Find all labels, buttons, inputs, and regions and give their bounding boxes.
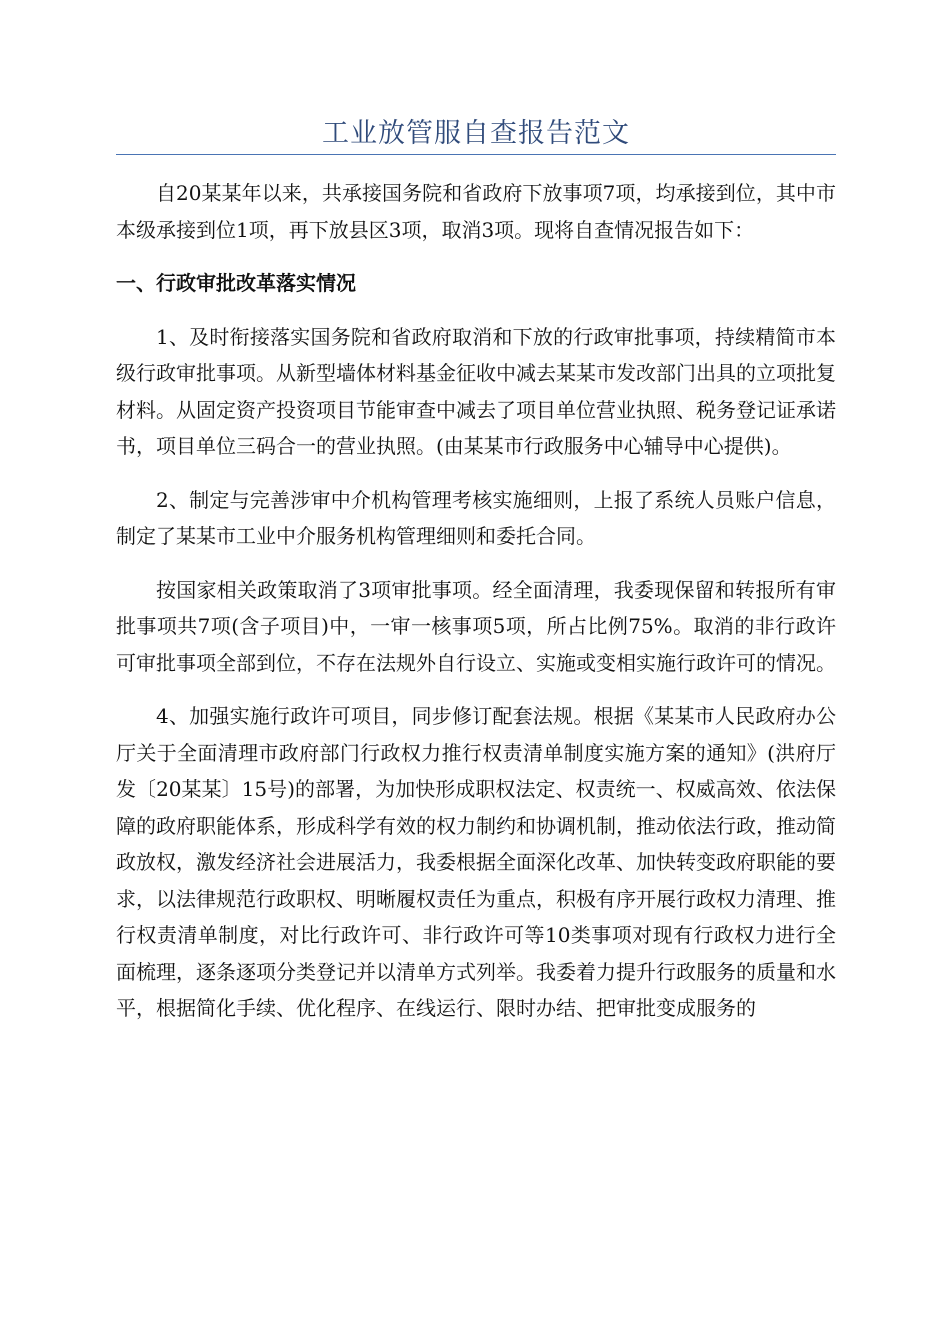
paragraph-item-4: 4、加强实施行政许可项目，同步修订配套法规。根据《某某市人民政府办公厅关于全面清理市政府部门行政权力推行权责清单制度实施方案的通知》(洪府厅发〔20某某〕15号)的部署，为加快形成职权法定、权责统一、权威高效、依法保障的政府职能体系，形成科学有效的权力制约和协调机制，推动依法行政，推动简政放权，激发经济社会进展活力，我委根据全面深化改革、加快转变政府职能的要求，以法律规范行政职权、明晰履权责任为重点，积极有序开展行政权力清理、推行权责清单制度，对比行政许可、非行政许可等10类事项对现有行政权力进行全面梳理，逐条逐项分类登记并以清单方式列举。我委着力提升行政服务的质量和水平，根据简化手续、优化程序、在线运行、限时办结、把审批变成服务的 bbox=[116, 704, 836, 1020]
paragraph-item-1: 1、及时衔接落实国务院和省政府取消和下放的行政审批事项，持续精简市本级行政审批事项。从新型墙体材料基金征收中减去某某市发改部门出具的立项批复材料。从固定资产投资项目节能审查中减去了项目单位营业执照、税务登记证承诺书，项目单位三码合一的营业执照。(由某某市行政服务中心辅导中心提供)。 bbox=[116, 324, 836, 458]
intro-paragraph: 自20某某年以来，共承接国务院和省政府下放事项7项，均承接到位，其中市本级承接到位1项，再下放县区3项，取消3项。现将自查情况报告如下： bbox=[116, 181, 836, 242]
title-underline bbox=[116, 154, 836, 155]
document-body bbox=[116, 175, 836, 1044]
document-title: 工业放管服自查报告范文 bbox=[322, 118, 630, 149]
paragraph-cancelled-items: 按国家相关政策取消了3项审批事项。经全面清理，我委现保留和转报所有审批事项共7项(含子项目)中，一审一核事项5项，所占比例75%。取消的非行政许可审批事项全部到位，不存在法规外自行设立、实施或变相实施行政许可的情况。 bbox=[116, 577, 836, 675]
section-heading: 一、行政审批改革落实情况 bbox=[116, 271, 356, 295]
paragraph-item-2: 2、制定与完善涉审中介机构管理考核实施细则，上报了系统人员账户信息，制定了某某市工业中介服务机构管理细则和委托合同。 bbox=[116, 487, 836, 548]
